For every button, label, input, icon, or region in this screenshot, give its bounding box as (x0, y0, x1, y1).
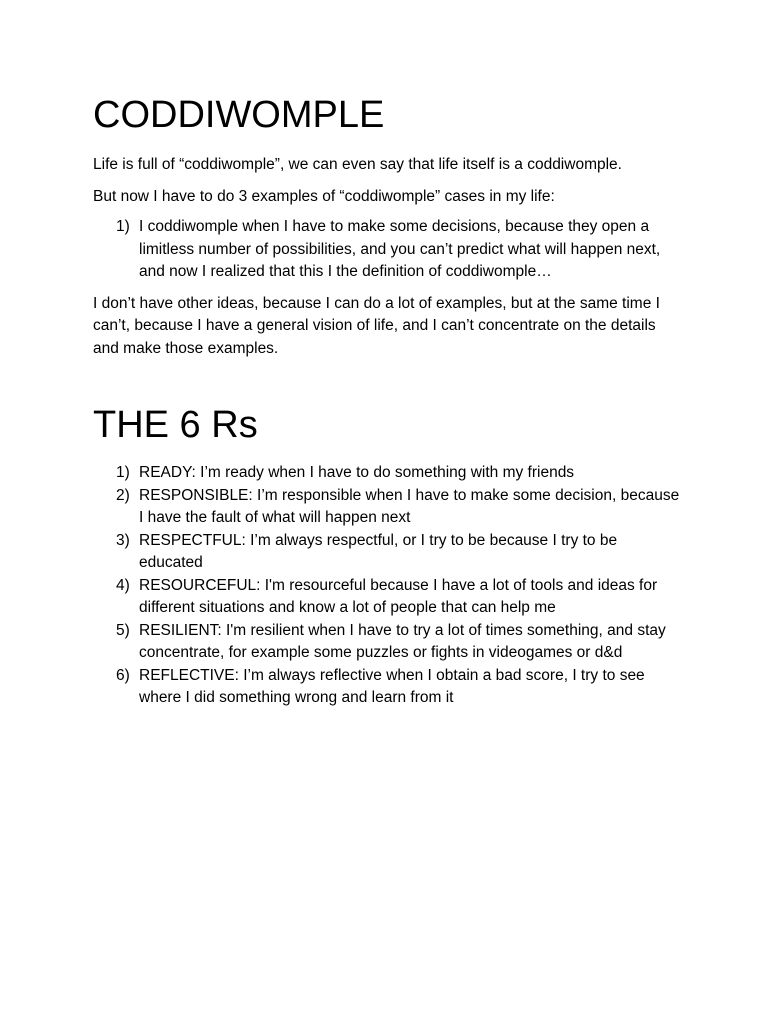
six-rs-list (93, 462, 683, 710)
paragraph-closing: I don’t have other ideas, because I can do a lot of examples, but at the same time I can’t, because I have a general vision of life, and I can’t concentrate on the details and make those examples. (93, 294, 660, 357)
document-page (93, 92, 683, 710)
list-item-text: READY: I’m ready when I have to do something with my friends (139, 464, 575, 481)
list-item-number: 3) (116, 531, 130, 549)
list-item (93, 575, 683, 620)
list-item-number: 1) (116, 218, 130, 235)
list-item-number: 6) (116, 666, 130, 684)
list-item-text: I coddiwomple when I have to make some decisions, because they open a limitless number of possibilities, and you can’t predict what will happen next, and now I realized that this I the definition of coddiwomple… (139, 218, 661, 280)
list-item-number: 1) (116, 464, 130, 481)
list-item-text: REFLECTIVE: I’m always reflective when I obtain a bad score, I try to see where I did something wrong and learn from it (139, 666, 645, 706)
list-item-text: RESPECTFUL: I’m always respectful, or I try to be because I try to be educated (139, 531, 618, 571)
paragraph-intro: Life is full of “coddiwomple”, we can even say that life itself is a coddiwomple. (93, 156, 622, 173)
list-item-number: 2) (116, 486, 130, 504)
list-item (93, 665, 683, 710)
list-item (93, 620, 683, 665)
list-item (93, 462, 683, 485)
list-item-text: RESILIENT: I'm resilient when I have to try a lot of times something, and stay concentrate, for example some puzzles or fights in videogames or d&d (139, 621, 666, 661)
list-item (93, 216, 683, 284)
coddiwomple-examples-list (93, 216, 683, 284)
heading-coddiwomple: CODDIWOMPLE (93, 94, 385, 136)
list-item-number: 5) (116, 621, 130, 639)
list-item-number: 4) (116, 576, 130, 594)
list-item (93, 485, 683, 530)
heading-6-rs: THE 6 Rs (93, 404, 258, 446)
paragraph-examples-lead: But now I have to do 3 examples of “coddiwomple” cases in my life: (93, 187, 555, 205)
list-item-text: RESOURCEFUL: I'm resourceful because I have a lot of tools and ideas for different situations and know a lot of people that can help me (139, 576, 658, 616)
list-item-text: RESPONSIBLE: I’m responsible when I have to make some decision, because I have the fault of what will happen next (139, 486, 680, 526)
list-item (93, 530, 683, 575)
